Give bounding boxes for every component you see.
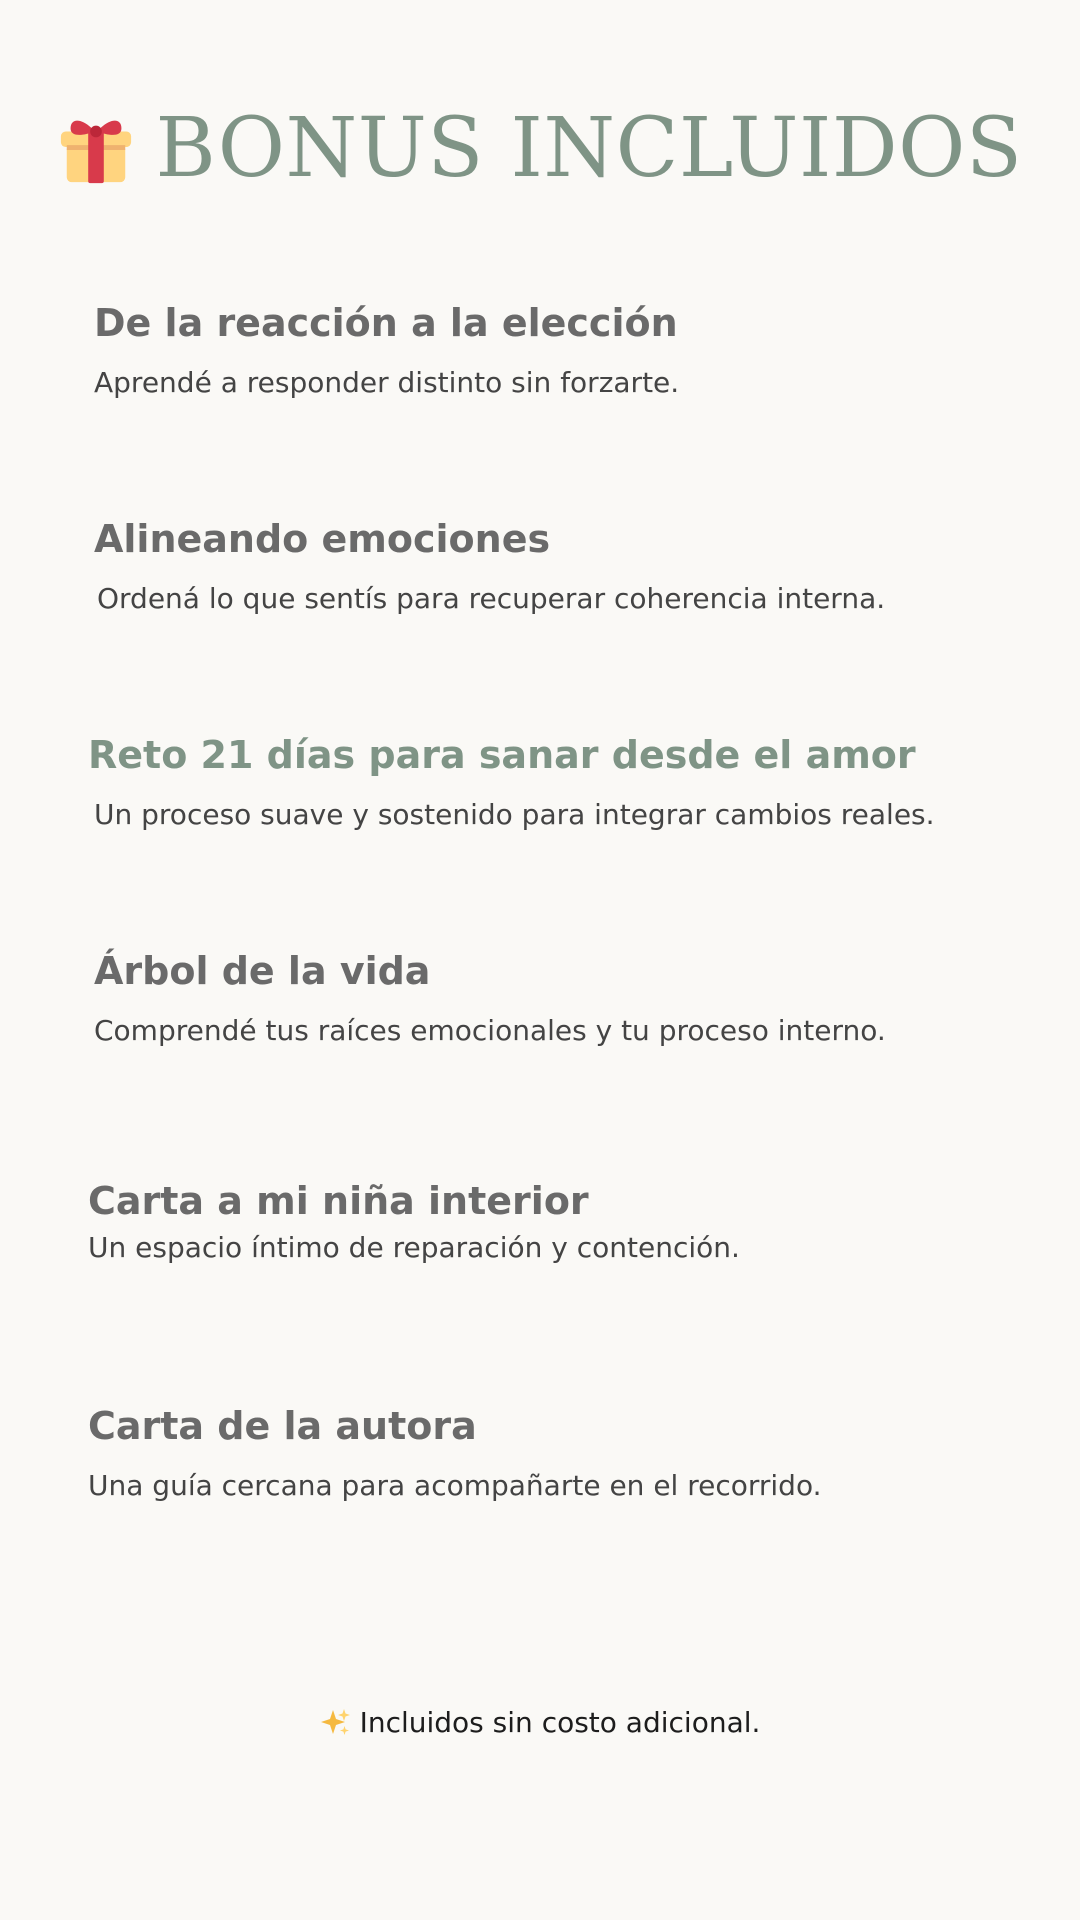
bonus-item-1	[0, 303, 1080, 402]
bonus-title: De la reacción a la elección	[94, 301, 678, 345]
header	[0, 101, 1080, 196]
sparkles-icon	[320, 1707, 352, 1739]
bonus-item-6	[0, 1406, 1080, 1505]
footer-text: Incluidos sin costo adicional.	[359, 1706, 761, 1739]
bonus-item-5	[0, 1181, 1080, 1267]
bonus-title: Reto 21 días para sanar desde el amor	[88, 733, 916, 777]
gift-icon	[57, 110, 135, 188]
bonus-description: Un proceso suave y sostenido para integrar cambios reales.	[94, 797, 935, 831]
bonus-title: Alineando emociones	[94, 517, 551, 561]
bonus-item-2	[0, 519, 1080, 618]
bonus-description: Una guía cercana para acompañarte en el recorrido.	[88, 1468, 822, 1502]
page-title: BONUS INCLUIDOS	[155, 101, 1023, 196]
bonus-description: Un espacio íntimo de reparación y contención.	[88, 1230, 740, 1264]
bonus-description: Ordená lo que sentís para recuperar coherencia interna.	[97, 581, 886, 615]
bonus-description: Aprendé a responder distinto sin forzarte.	[94, 365, 680, 399]
footer-note	[0, 1706, 1080, 1740]
bonus-title: Árbol de la vida	[94, 949, 431, 993]
bonus-title: Carta de la autora	[88, 1404, 477, 1448]
bonus-item-4	[0, 951, 1080, 1050]
bonus-title: Carta a mi niña interior	[88, 1179, 589, 1223]
bonus-description: Comprendé tus raíces emocionales y tu proceso interno.	[94, 1013, 886, 1047]
bonus-item-3	[0, 735, 1080, 834]
